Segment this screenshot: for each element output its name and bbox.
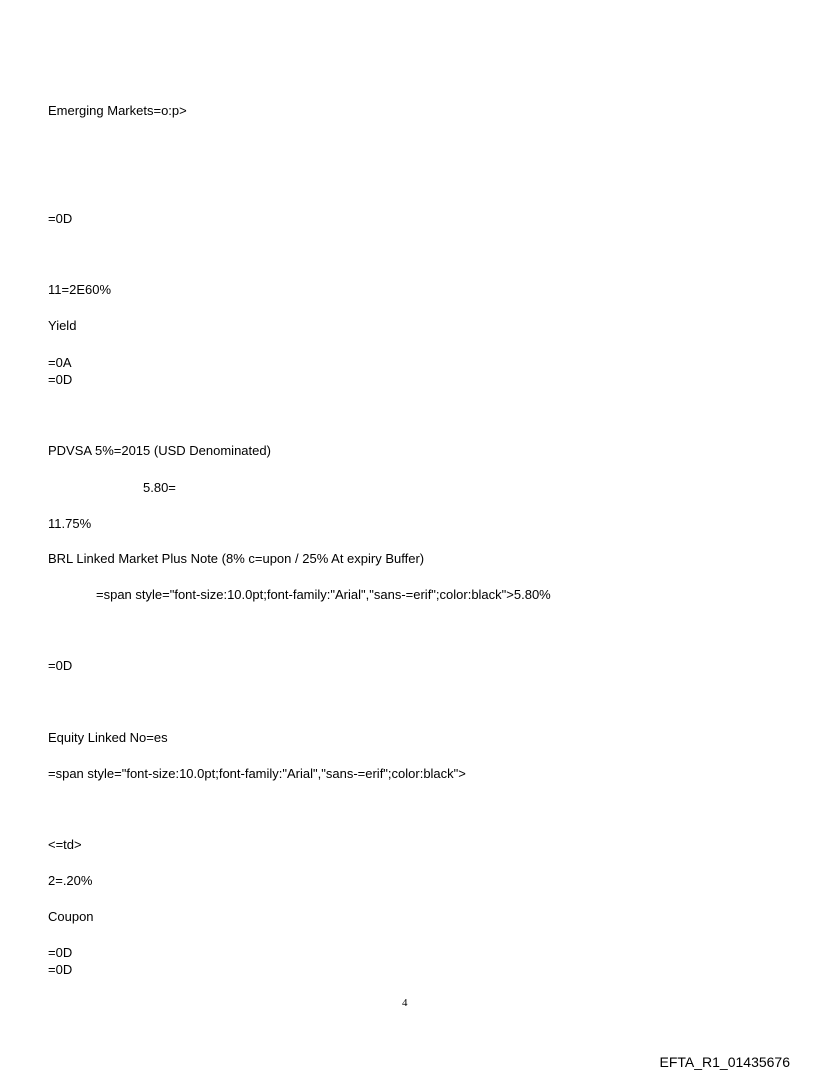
text-line: =0D (48, 658, 73, 673)
text-line: =0D (48, 962, 73, 977)
text-line: =span style="font-size:10.0pt;font-family:"Arial","sans-=erif";color:black"> (48, 766, 466, 781)
text-line: Coupon (48, 909, 94, 924)
text-line: 11=2E60% (48, 282, 112, 297)
text-line: BRL Linked Market Plus Note (8% c=upon / 25% At expiry Buffer) (48, 551, 425, 566)
text-line: Yield (48, 318, 77, 333)
document-id: EFTA_R1_01435676 (659, 1054, 790, 1070)
text-line: Equity Linked No=es (48, 730, 168, 745)
text-line: 5.80= (143, 480, 176, 495)
text-line: 2=.20% (48, 873, 93, 888)
text-line: <=td> (48, 837, 82, 852)
text-line: PDVSA 5%=2015 (USD Denominated) (48, 443, 271, 458)
text-line: =0D (48, 945, 73, 960)
text-line: =span style="font-size:10.0pt;font-family:"Arial","sans-=erif";color:black">5.80% (96, 587, 551, 602)
text-line: =0A (48, 355, 72, 370)
text-line: =0D (48, 211, 73, 226)
text-line: Emerging Markets=o:p> (48, 103, 187, 118)
text-line: =0D (48, 372, 73, 387)
page-number: 4 (402, 997, 408, 1009)
text-line: 11.75% (48, 516, 92, 531)
